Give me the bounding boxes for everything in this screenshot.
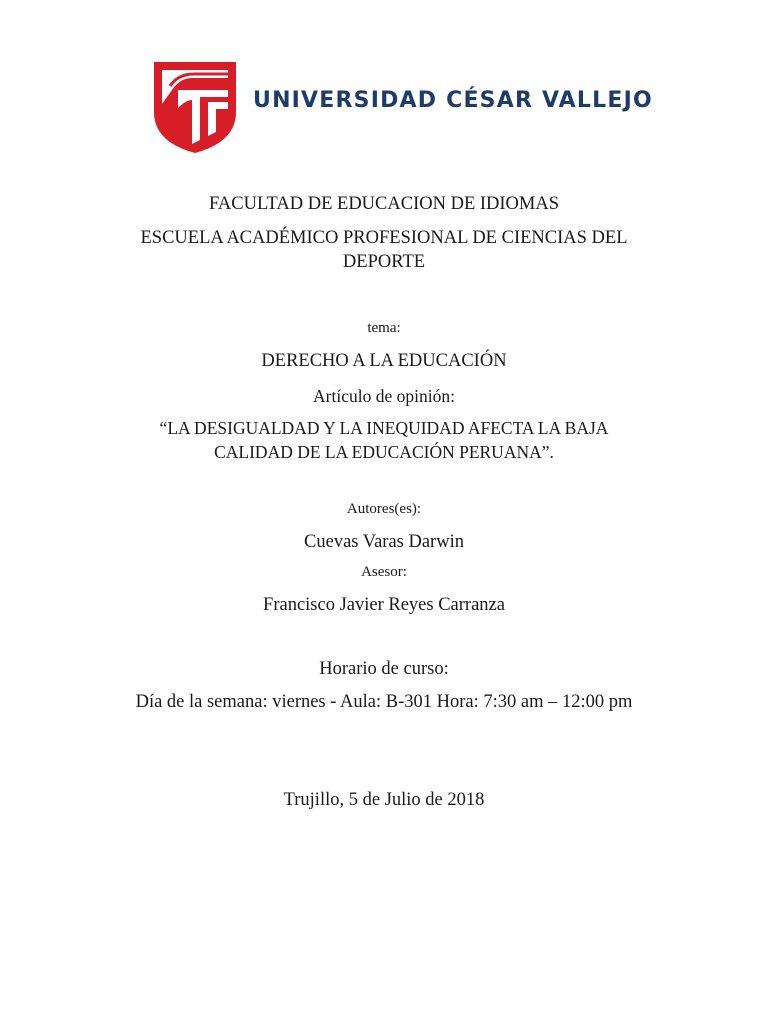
school-name-line2: DEPORTE — [342, 252, 426, 272]
authors-label: Autores(es): — [346, 501, 422, 517]
article-type: Artículo de opinión: — [313, 386, 455, 406]
faculty-name: FACULTAD DE EDUCACION DE IDIOMAS — [208, 194, 560, 214]
topic-title: DERECHO A LA EDUCACIÓN — [261, 351, 507, 371]
school-name-line1: ESCUELA ACADÉMICO PROFESIONAL DE CIENCIAS DEL — [140, 228, 628, 248]
author-name: Cuevas Varas Darwin — [304, 532, 464, 552]
topic-label: tema: — [367, 320, 401, 336]
advisor-name: Francisco Javier Reyes Carranza — [263, 595, 505, 615]
schedule-label: Horario de curso: — [319, 659, 449, 679]
university-shield-icon — [152, 60, 238, 155]
university-logo — [152, 60, 653, 155]
place-date: Trujillo, 5 de Julio de 2018 — [283, 790, 485, 810]
article-title-line1: “LA DESIGUALDAD Y LA INEQUIDAD AFECTA LA BAJA — [159, 418, 609, 438]
article-title-line2: CALIDAD DE LA EDUCACIÓN PERUANA”. — [214, 442, 554, 462]
schedule-details: Día de la semana: viernes - Aula: B-301 Hora: 7:30 am – 12:00 pm — [135, 692, 633, 712]
university-name: UNIVERSIDAD CÉSAR VALLEJO — [253, 88, 653, 113]
advisor-label: Asesor: — [361, 564, 407, 580]
